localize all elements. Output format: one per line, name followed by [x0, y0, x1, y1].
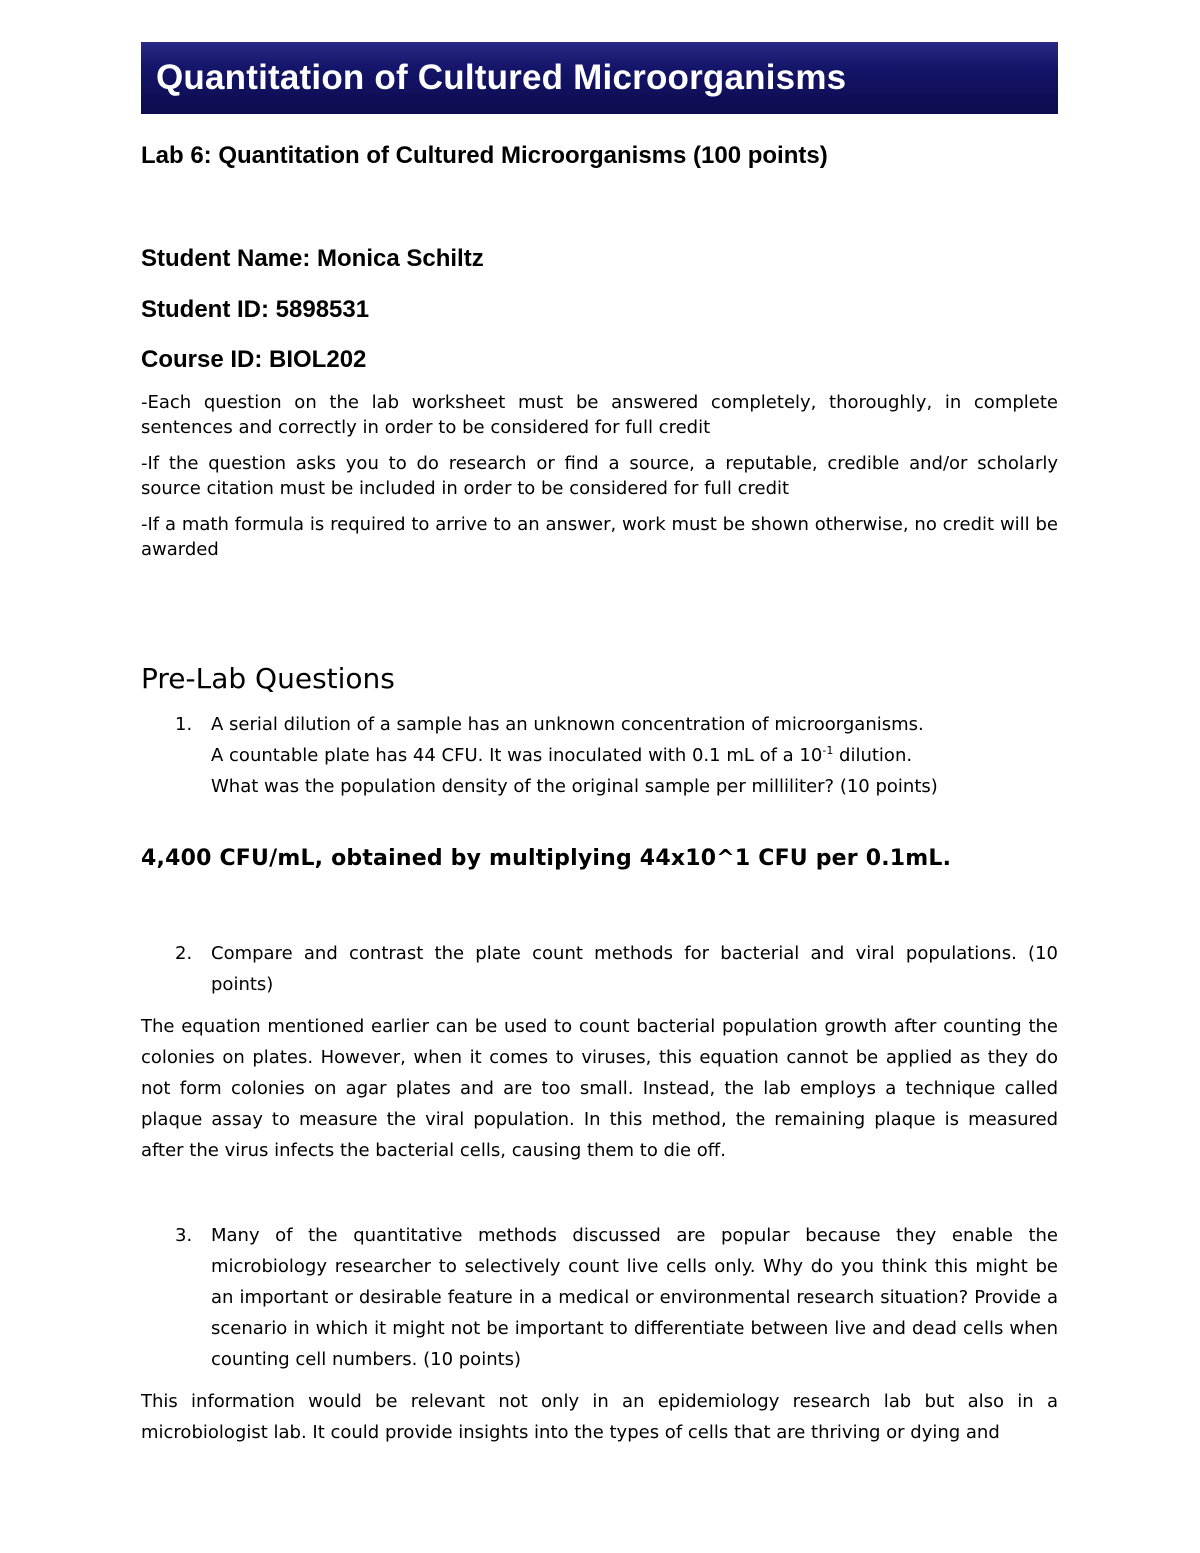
answer-3: This information would be relevant not only in an epidemiology research lab but also in a microbiologist lab. It could provide insights into the types of cells that are thriving or dying and [141, 1391, 1058, 1443]
lab-title: Lab 6: Quantitation of Cultured Microorganisms (100 points) [141, 142, 828, 169]
question-number: 1. [175, 714, 193, 735]
answer-2: The equation mentioned earlier can be used to count bacterial population growth after counting the colonies on plates. However, when it comes to viruses, this equation cannot be applied as they do not form colonies on agar plates and are too small. Instead, the lab employs a technique called plaque assay to measure the viral population. In this method, the remaining plaque is measured after the virus infects the bacterial cells, causing them to die off. [141, 1016, 1058, 1161]
document-page [141, 42, 1058, 1443]
question-text: Compare and contrast the plate count methods for bacterial and viral populations. (10 points) [211, 943, 1058, 995]
answer-1: 4,400 CFU/mL, obtained by multiplying 44x10^1 CFU per 0.1mL. [141, 846, 952, 871]
prelab-heading: Pre-Lab Questions [141, 662, 395, 695]
instruction-item: -Each question on the lab worksheet must be answered completely, thoroughly, in complete sentences and correctly in order to be considered for full credit [141, 392, 1058, 438]
title-banner [141, 42, 1058, 114]
question-line [211, 740, 1058, 771]
question-text [211, 709, 1058, 802]
question-2 [141, 938, 1058, 1000]
instruction-item: -If a math formula is required to arrive to an answer, work must be shown otherwise, no credit will be awarded [141, 514, 1058, 560]
question-line-text: A countable plate has 44 CFU. It was inoculated with 0.1 mL of a 10 [211, 745, 823, 766]
student-name: Student Name: Monica Schiltz [141, 245, 484, 272]
question-number: 2. [175, 943, 193, 964]
course-id: Course ID: BIOL202 [141, 346, 367, 373]
exponent: -1 [822, 744, 834, 757]
question-line-text: dilution. [833, 745, 913, 766]
question-line: What was the population density of the original sample per milliliter? (10 points) [211, 776, 938, 797]
instructions [141, 390, 1058, 573]
student-id: Student ID: 5898531 [141, 296, 370, 323]
question-line: A serial dilution of a sample has an unknown concentration of microorganisms. [211, 714, 924, 735]
question-number: 3. [175, 1225, 193, 1246]
question-1 [141, 709, 1058, 802]
question-3 [141, 1220, 1058, 1375]
banner-title: Quantitation of Cultured Microorganisms [156, 58, 847, 97]
instruction-item: -If the question asks you to do research or find a source, a reputable, credible and/or scholarly source citation must be included in order to be considered for full credit [141, 453, 1058, 499]
question-text: Many of the quantitative methods discussed are popular because they enable the microbiology researcher to selectively count live cells only. Why do you think this might be an important or desirable feature in a medical or environmental research situation? Provide a scenario in which it might not be important to differentiate between live and dead cells when counting cell numbers. (10 points) [211, 1225, 1058, 1370]
